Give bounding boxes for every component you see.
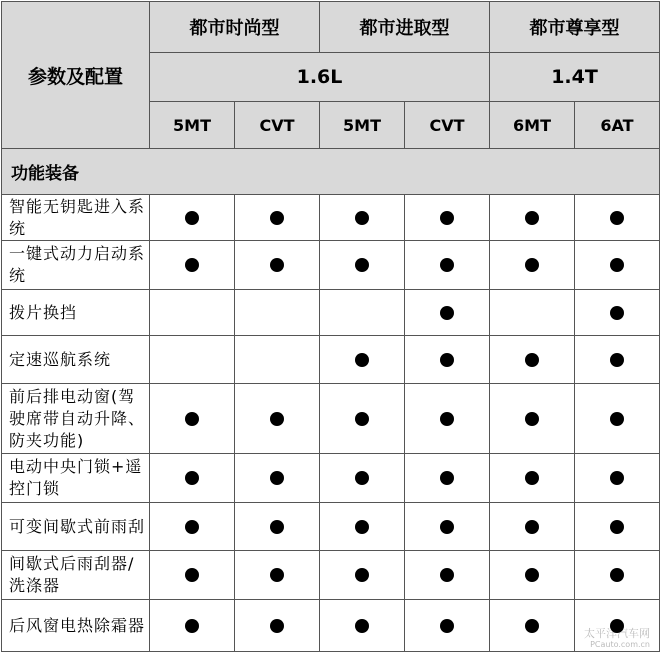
standard-equipment-dot-icon <box>525 353 539 367</box>
standard-mark-cell <box>150 600 235 652</box>
standard-mark-cell <box>150 503 235 551</box>
empty-cell <box>490 290 575 336</box>
standard-equipment-dot-icon <box>610 353 624 367</box>
standard-mark-cell <box>235 384 320 454</box>
standard-equipment-dot-icon <box>270 412 284 426</box>
standard-equipment-dot-icon <box>440 353 454 367</box>
standard-mark-cell <box>575 503 660 551</box>
standard-equipment-dot-icon <box>355 471 369 485</box>
standard-equipment-dot-icon <box>355 211 369 225</box>
standard-mark-cell <box>150 241 235 290</box>
standard-mark-cell <box>150 551 235 600</box>
standard-equipment-dot-icon <box>355 568 369 582</box>
standard-mark-cell <box>575 241 660 290</box>
standard-equipment-dot-icon <box>440 412 454 426</box>
standard-equipment-dot-icon <box>440 568 454 582</box>
standard-mark-cell <box>405 290 490 336</box>
standard-mark-cell <box>490 503 575 551</box>
standard-equipment-dot-icon <box>270 471 284 485</box>
standard-mark-cell <box>575 454 660 503</box>
standard-mark-cell <box>405 503 490 551</box>
trim-header-row <box>2 2 660 53</box>
standard-mark-cell <box>320 195 405 241</box>
standard-mark-cell <box>405 336 490 384</box>
standard-mark-cell <box>320 551 405 600</box>
standard-equipment-dot-icon <box>270 568 284 582</box>
standard-mark-cell <box>490 195 575 241</box>
spec-table <box>1 1 660 652</box>
standard-equipment-dot-icon <box>440 619 454 633</box>
transmission-header: CVT <box>235 102 320 149</box>
standard-mark-cell <box>320 241 405 290</box>
standard-mark-cell <box>235 454 320 503</box>
engine-1-4t: 1.4T <box>490 53 660 102</box>
standard-mark-cell <box>405 600 490 652</box>
engine-1-6l: 1.6L <box>150 53 490 102</box>
standard-equipment-dot-icon <box>185 471 199 485</box>
standard-mark-cell <box>320 454 405 503</box>
standard-mark-cell <box>405 551 490 600</box>
standard-mark-cell <box>490 600 575 652</box>
transmission-header: 5MT <box>320 102 405 149</box>
trim-urban-fashion: 都市时尚型 <box>150 2 320 53</box>
standard-mark-cell <box>405 241 490 290</box>
standard-equipment-dot-icon <box>355 619 369 633</box>
standard-equipment-dot-icon <box>525 568 539 582</box>
standard-mark-cell <box>150 384 235 454</box>
standard-mark-cell <box>320 336 405 384</box>
watermark-name: 太平洋汽车网 <box>584 627 650 640</box>
table-row <box>2 551 660 600</box>
standard-equipment-dot-icon <box>525 471 539 485</box>
standard-equipment-dot-icon <box>355 258 369 272</box>
standard-equipment-dot-icon <box>185 412 199 426</box>
transmission-header: 6MT <box>490 102 575 149</box>
empty-cell <box>150 290 235 336</box>
empty-cell <box>320 290 405 336</box>
standard-equipment-dot-icon <box>270 211 284 225</box>
standard-equipment-dot-icon <box>185 520 199 534</box>
standard-equipment-dot-icon <box>185 258 199 272</box>
standard-mark-cell <box>575 290 660 336</box>
standard-mark-cell <box>490 384 575 454</box>
table-row <box>2 241 660 290</box>
watermark <box>584 628 650 650</box>
standard-mark-cell <box>320 600 405 652</box>
standard-mark-cell <box>405 195 490 241</box>
standard-equipment-dot-icon <box>610 211 624 225</box>
table-row <box>2 384 660 454</box>
standard-equipment-dot-icon <box>610 258 624 272</box>
feature-name: 间歇式后雨刮器/洗涤器 <box>2 551 150 600</box>
trim-urban-premium: 都市尊享型 <box>490 2 660 53</box>
table-row <box>2 600 660 652</box>
standard-equipment-dot-icon <box>610 520 624 534</box>
standard-mark-cell <box>235 241 320 290</box>
feature-name: 电动中央门锁+遥控门锁 <box>2 454 150 503</box>
standard-mark-cell <box>235 195 320 241</box>
section-row <box>2 149 660 195</box>
feature-name: 智能无钥匙进入系统 <box>2 195 150 241</box>
section-title: 功能装备 <box>2 149 660 195</box>
standard-mark-cell <box>320 384 405 454</box>
standard-equipment-dot-icon <box>270 619 284 633</box>
transmission-header: 6AT <box>575 102 660 149</box>
feature-name: 可变间歇式前雨刮 <box>2 503 150 551</box>
watermark-url: PCauto.com.cn <box>590 640 650 649</box>
standard-equipment-dot-icon <box>440 258 454 272</box>
table-row <box>2 290 660 336</box>
empty-cell <box>235 336 320 384</box>
standard-equipment-dot-icon <box>355 412 369 426</box>
standard-equipment-dot-icon <box>525 520 539 534</box>
standard-equipment-dot-icon <box>440 306 454 320</box>
feature-name: 后风窗电热除霜器 <box>2 600 150 652</box>
standard-mark-cell <box>490 241 575 290</box>
feature-name: 一键式动力启动系统 <box>2 241 150 290</box>
standard-equipment-dot-icon <box>355 520 369 534</box>
standard-equipment-dot-icon <box>525 412 539 426</box>
feature-name: 定速巡航系统 <box>2 336 150 384</box>
standard-equipment-dot-icon <box>270 258 284 272</box>
standard-equipment-dot-icon <box>270 520 284 534</box>
standard-mark-cell <box>490 551 575 600</box>
standard-equipment-dot-icon <box>440 211 454 225</box>
empty-cell <box>235 290 320 336</box>
standard-mark-cell <box>235 503 320 551</box>
transmission-header: CVT <box>405 102 490 149</box>
standard-equipment-dot-icon <box>185 211 199 225</box>
standard-equipment-dot-icon <box>525 258 539 272</box>
standard-mark-cell <box>575 384 660 454</box>
standard-equipment-dot-icon <box>185 568 199 582</box>
standard-mark-cell <box>490 454 575 503</box>
standard-mark-cell <box>405 454 490 503</box>
table-row <box>2 503 660 551</box>
standard-mark-cell <box>405 384 490 454</box>
standard-mark-cell <box>235 600 320 652</box>
standard-mark-cell <box>150 454 235 503</box>
table-row <box>2 195 660 241</box>
empty-cell <box>150 336 235 384</box>
feature-name: 拨片换挡 <box>2 290 150 336</box>
standard-equipment-dot-icon <box>440 471 454 485</box>
standard-equipment-dot-icon <box>440 520 454 534</box>
transmission-header: 5MT <box>150 102 235 149</box>
standard-equipment-dot-icon <box>610 568 624 582</box>
standard-mark-cell <box>575 195 660 241</box>
standard-mark-cell <box>235 551 320 600</box>
standard-mark-cell <box>150 195 235 241</box>
standard-equipment-dot-icon <box>610 306 624 320</box>
standard-mark-cell <box>490 336 575 384</box>
table-row <box>2 454 660 503</box>
standard-equipment-dot-icon <box>355 353 369 367</box>
feature-name: 前后排电动窗(驾驶席带自动升降、防夹功能) <box>2 384 150 454</box>
standard-mark-cell <box>575 551 660 600</box>
standard-mark-cell <box>575 336 660 384</box>
standard-mark-cell <box>320 503 405 551</box>
table-row <box>2 336 660 384</box>
standard-equipment-dot-icon <box>610 471 624 485</box>
standard-equipment-dot-icon <box>610 412 624 426</box>
standard-equipment-dot-icon <box>185 619 199 633</box>
standard-equipment-dot-icon <box>525 211 539 225</box>
trim-urban-progress: 都市进取型 <box>320 2 490 53</box>
param-config-label: 参数及配置 <box>2 2 150 149</box>
standard-equipment-dot-icon <box>525 619 539 633</box>
